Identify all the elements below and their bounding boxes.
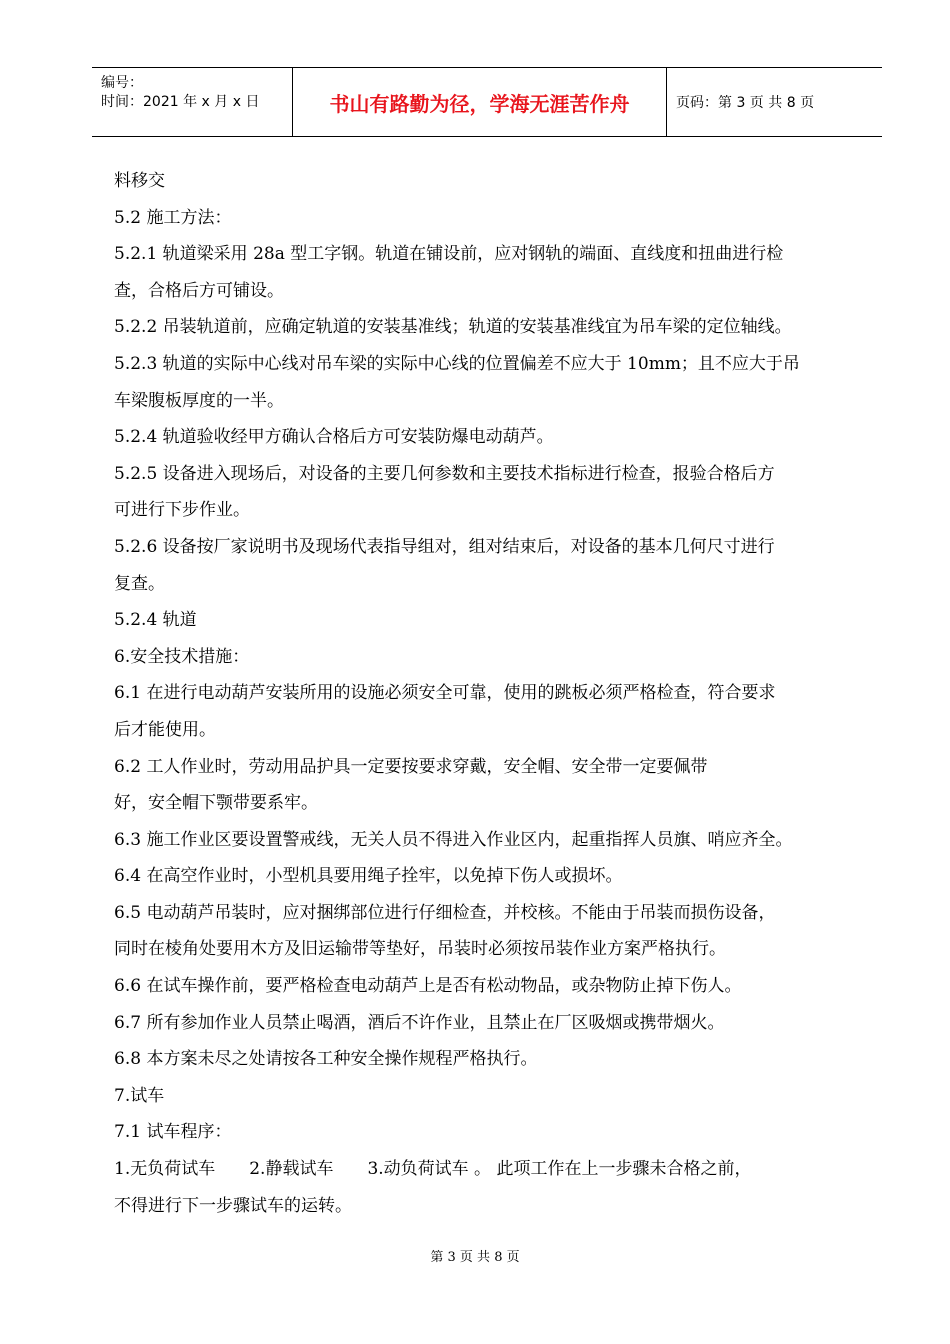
- page-footer: 第 3 页 共 8 页: [430, 1250, 520, 1265]
- body-line: 5.2.3 轨道的实际中心线对吊车梁的实际中心线的位置偏差不应大于 10mm；且不应大于吊: [114, 353, 800, 374]
- body-line: 同时在棱角处要用木方及旧运输带等垫好，吊装时必须按吊装作业方案严格执行。: [114, 939, 726, 960]
- body-line: 5.2.1 轨道梁采用 28a 型工字钢。轨道在铺设前，应对钢轨的端面、直线度和扭曲进行检: [114, 244, 784, 265]
- body-line: 7.试车: [114, 1085, 165, 1106]
- body-line: 可进行下步作业。: [114, 500, 250, 521]
- body-line: 5.2 施工方法：: [114, 207, 232, 228]
- body-line: 查，合格后方可铺设。: [114, 280, 284, 301]
- page-header: [92, 67, 882, 137]
- body-line: 1.无负荷试车 2.静载试车 3.动负荷试车 。 此项工作在上一步骤未合格之前，: [114, 1159, 752, 1180]
- body-line: 6.2 工人作业时，劳动用品护具一定要按要求穿戴，安全帽、安全带一定要佩带: [114, 756, 708, 777]
- body-line: 5.2.6 设备按厂家说明书及现场代表指导组对，组对结束后，对设备的基本几何尺寸进行: [114, 536, 775, 557]
- body-line: 6.3 施工作业区要设置警戒线，无关人员不得进入作业区内，起重指挥人员旗、哨应齐全。: [114, 829, 793, 850]
- body-line: 5.2.4 轨道验收经甲方确认合格后方可安装防爆电动葫芦。: [114, 427, 554, 448]
- document-body: [114, 163, 874, 1224]
- header-page-info: 页码：第 3 页 共 8 页: [676, 95, 815, 111]
- document-time-label: 时间：2021 年 x 月 x 日: [101, 94, 260, 110]
- body-line: 6.5 电动葫芦吊装时，应对捆绑部位进行仔细检查，并校核。不能由于吊装而损伤设备，: [114, 902, 776, 923]
- body-line: 不得进行下一步骤试车的运转。: [114, 1195, 352, 1216]
- body-line: 车梁腹板厚度的一半。: [114, 390, 284, 411]
- body-line: 5.2.5 设备进入现场后，对设备的主要几何参数和主要技术指标进行检查，报验合格后方: [114, 463, 775, 484]
- body-line: 6.4 在高空作业时，小型机具要用绳子拴牢，以免掉下伤人或损坏。: [114, 866, 623, 887]
- body-line: 5.2.2 吊装轨道前，应确定轨道的安装基准线；轨道的安装基准线宜为吊车梁的定位轴线。: [114, 317, 792, 338]
- body-line: 7.1 试车程序：: [114, 1122, 232, 1143]
- body-line: 6.安全技术措施：: [114, 646, 250, 667]
- body-line: 复查。: [114, 573, 165, 594]
- body-line: 6.8 本方案未尽之处请按各工种安全操作规程严格执行。: [114, 1049, 538, 1070]
- body-line: 后才能使用。: [114, 719, 216, 740]
- body-line: 6.7 所有参加作业人员禁止喝酒，酒后不许作业，且禁止在厂区吸烟或携带烟火。: [114, 1012, 725, 1033]
- header-page-cell: [667, 68, 882, 136]
- header-meta-cell: [92, 68, 293, 136]
- body-line: 6.1 在进行电动葫芦安装所用的设施必须安全可靠，使用的跳板必须严格检查，符合要求: [114, 683, 776, 704]
- header-motto: 书山有路勤为径，学海无涯苦作舟: [293, 68, 667, 136]
- document-number-label: 编号：: [101, 75, 143, 91]
- body-line: 5.2.4 轨道: [114, 610, 197, 631]
- body-line: 料移交: [114, 171, 165, 191]
- body-line: 好，安全帽下颚带要系牢。: [114, 793, 318, 814]
- body-line: 6.6 在试车操作前，要严格检查电动葫芦上是否有松动物品，或杂物防止掉下伤人。: [114, 976, 742, 997]
